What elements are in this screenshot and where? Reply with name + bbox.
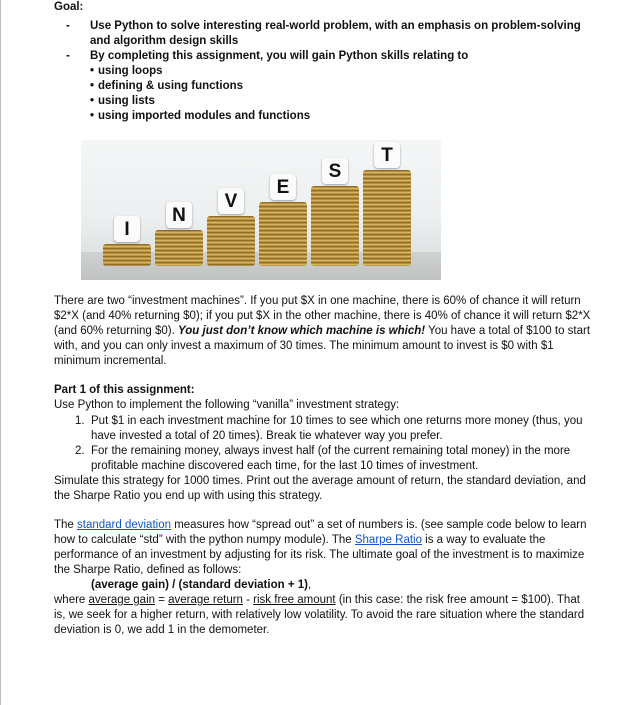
- formula-text: (average gain) / (standard deviation + 1): [91, 579, 308, 591]
- goal-heading: Goal:: [54, 1, 84, 13]
- coin-stack: [259, 202, 307, 266]
- page-border: [0, 0, 1, 705]
- step-number: 2.: [75, 445, 85, 457]
- letter-die: E: [270, 174, 296, 200]
- coin-stack: [103, 244, 151, 266]
- goal-item: [54, 19, 594, 49]
- invest-hero-image: [81, 140, 441, 280]
- sharpe-ratio-link[interactable]: Sharpe Ratio: [354, 534, 422, 546]
- dash-bullet: -: [66, 50, 70, 62]
- average-return-term: average return: [168, 594, 243, 606]
- where-text: (in this case: the risk free amount = $100). That is, we seek for a higher return, with relatively low volatility. To avoid the rare situation where the standard deviation is 0, we add 1 in the demometer.: [54, 594, 585, 636]
- goal-item-text: By completing this assignment, you will gain Python skills relating to: [90, 50, 469, 62]
- intro-tail: You have a total of $100 to start with, and you can only invest a maximum of 30 times. The minimum amount to invest is $0 with $1 minimum incremental.: [54, 325, 591, 367]
- goal-item: [54, 49, 594, 124]
- skill-text: using imported modules and functions: [98, 110, 311, 122]
- average-gain-term: average gain: [88, 594, 156, 606]
- coin-stack: [155, 230, 203, 266]
- where-text: -: [242, 594, 254, 606]
- bullet-icon: •: [90, 65, 95, 77]
- dash-bullet: -: [66, 20, 70, 32]
- bullet-icon: •: [90, 95, 95, 107]
- stddev-paragraph: [54, 518, 594, 578]
- formula-tail: ,: [307, 579, 312, 591]
- skills-list: [90, 64, 594, 124]
- skill-item: [90, 64, 594, 79]
- sharpe-formula: [54, 578, 594, 593]
- coin-stack: [363, 170, 411, 266]
- risk-free-amount-term: risk free amount: [253, 594, 336, 606]
- step-text: For the remaining money, always invest half (of the current remaining total money) in the more profitable machine discovered each time, for the last 10 times of investment.: [91, 445, 571, 472]
- skill-text: defining & using functions: [98, 80, 244, 92]
- bullet-icon: •: [90, 80, 95, 92]
- part1-outro: Simulate this strategy for 1000 times. Print out the average amount of return, the standard deviation, and the Sharpe Ratio you end up with using this strategy.: [54, 475, 586, 502]
- letter-die: I: [114, 216, 140, 242]
- skill-text: using loops: [98, 65, 163, 77]
- skill-text: using lists: [98, 95, 155, 107]
- skill-item: [90, 109, 594, 124]
- part1-lead: Use Python to implement the following “vanilla” investment strategy:: [54, 399, 400, 411]
- where-text: =: [155, 594, 169, 606]
- stddev-text: measures how “spread out” a set of numbers is. (see sample code below to learn how to calculate “std” with the python numpy module). The: [54, 519, 587, 546]
- letter-die: T: [374, 142, 400, 168]
- where-text: where: [54, 594, 89, 606]
- strategy-step: [54, 414, 594, 444]
- where-paragraph: [54, 593, 594, 638]
- document-page: [54, 0, 594, 638]
- goal-item-text: Use Python to solve interesting real-world problem, with an emphasis on problem-solving and algorithm design skills: [90, 20, 581, 47]
- letter-die: S: [322, 158, 348, 184]
- intro-text: There are two “investment machines”. If you put $X in one machine, there is 60% of chance it will return $2*X (and 40% returning $0); if you put $X in the other machine, there is 40% of chance it will return $2*X (and 60% returning $0).: [54, 295, 591, 337]
- step-number: 1.: [75, 415, 85, 427]
- strategy-step: [54, 444, 594, 474]
- strategy-steps: [54, 414, 594, 474]
- intro-emphasis: You just don’t know which machine is which!: [178, 325, 426, 337]
- skill-item: [90, 94, 594, 109]
- coin-stack: [207, 216, 255, 266]
- intro-paragraph: [54, 294, 594, 369]
- step-text: Put $1 in each investment machine for 10 times to see which one returns more money (thus, you have invested a total of 20 times). Break tie whatever way you prefer.: [91, 415, 583, 442]
- goal-list: [54, 19, 594, 124]
- stddev-text: is a way to evaluate the performance of an investment by adjusting for its risk. The ultimate goal of the investment is to maximize the Sharpe Ratio, defined as follows:: [54, 534, 585, 576]
- part1-heading: Part 1 of this assignment:: [54, 384, 195, 396]
- skill-item: [90, 79, 594, 94]
- letter-die: N: [166, 202, 192, 228]
- standard-deviation-link[interactable]: standard deviation: [77, 519, 171, 531]
- stddev-text: The: [54, 519, 78, 531]
- bullet-icon: •: [90, 110, 95, 122]
- coin-stack: [311, 186, 359, 266]
- letter-die: V: [218, 188, 244, 214]
